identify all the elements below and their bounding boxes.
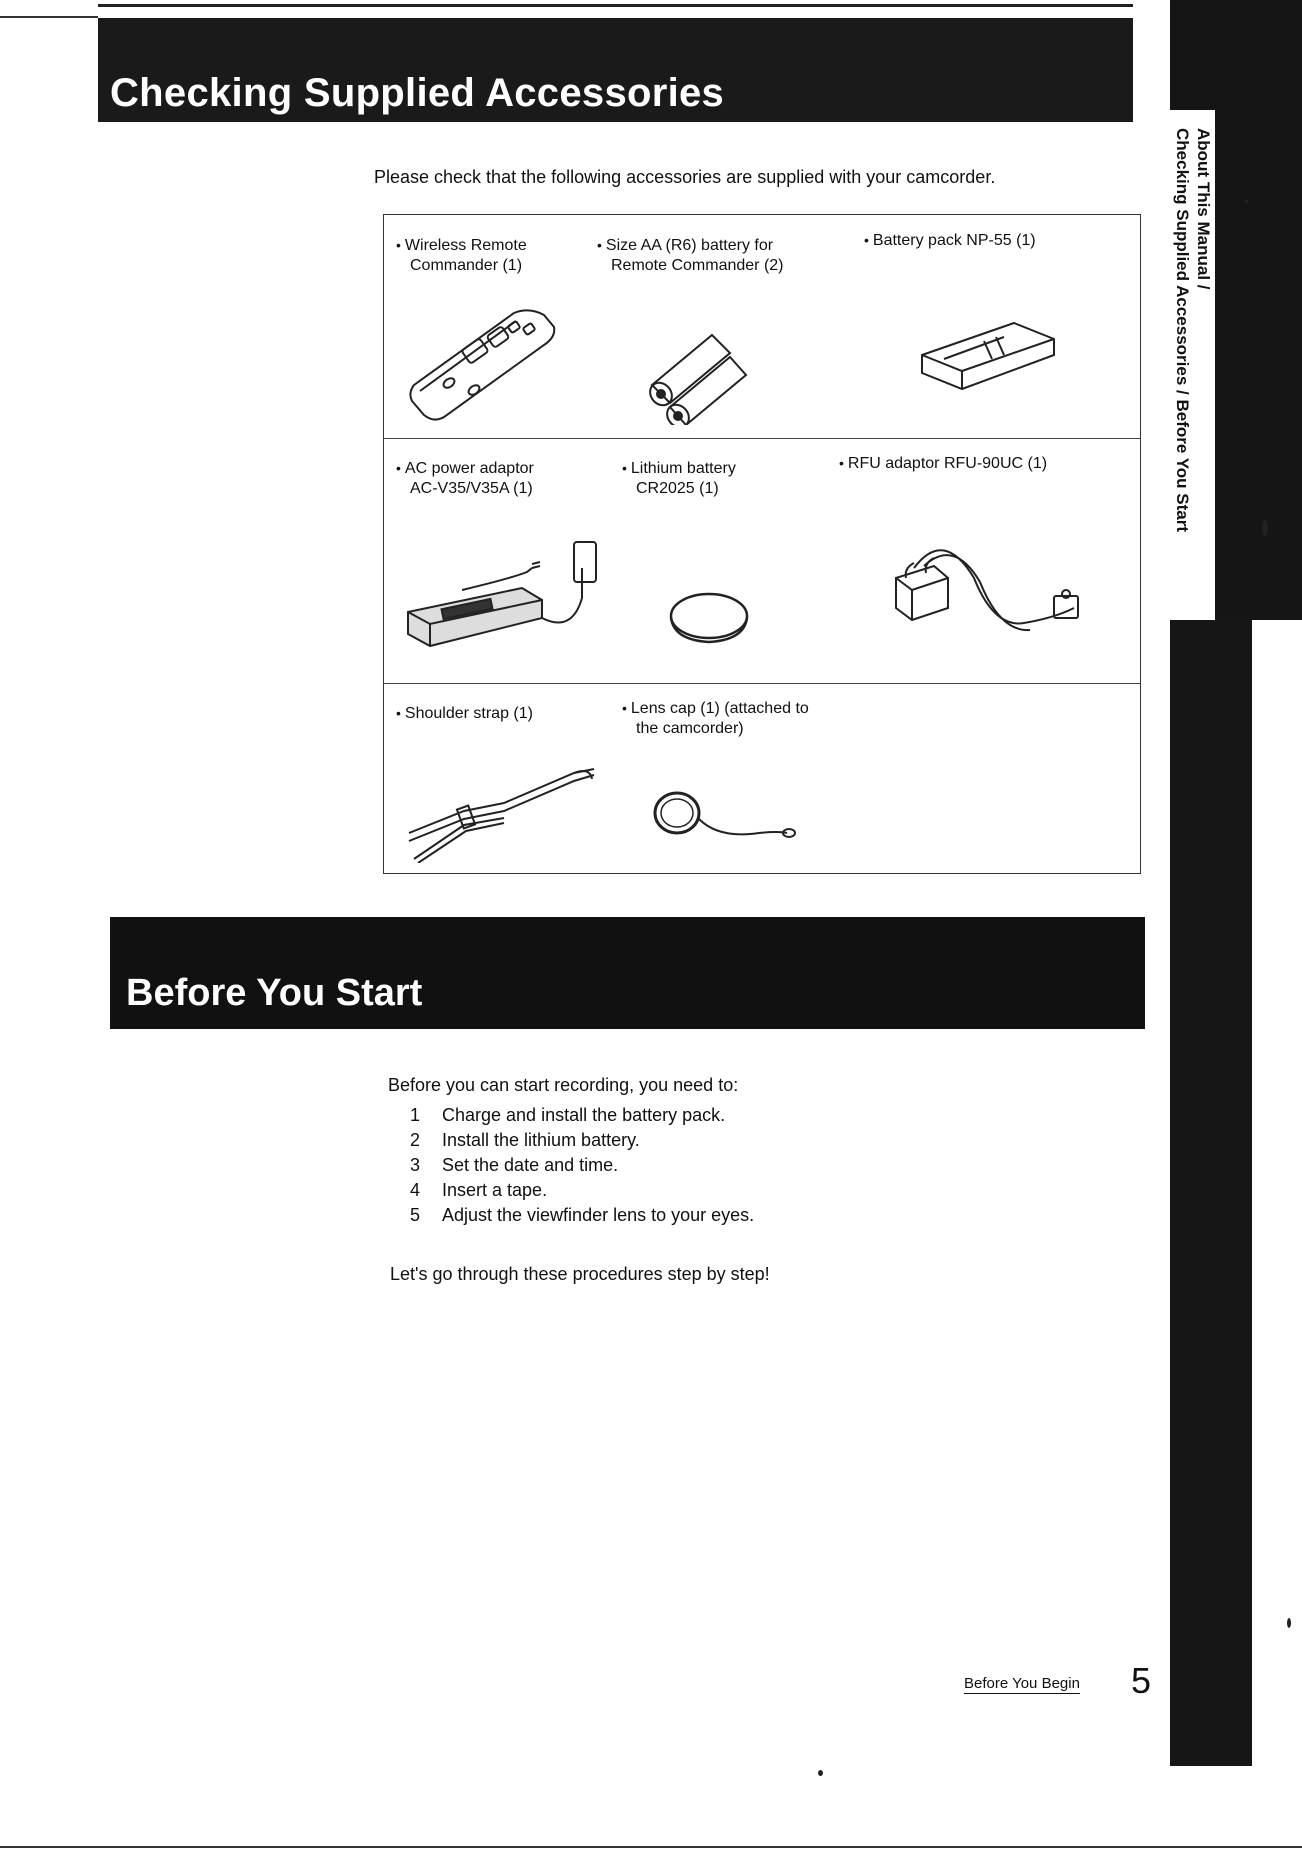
bottom-rule <box>0 1846 1302 1848</box>
accessory-item: • RFU adaptor RFU-90UC (1) <box>839 455 1048 472</box>
before-start-outro: Let's go through these procedures step by step! <box>390 1264 770 1284</box>
accessories-row <box>384 215 1140 439</box>
chapter-thumb-tab-text <box>1172 128 1214 532</box>
accessory-name: Shoulder strap (1) <box>404 705 533 722</box>
page-number: 5 <box>1131 1660 1152 1701</box>
accessory-item: • Size AA (R6) battery for Remote Commander (2) <box>597 237 784 274</box>
lithium-battery-icon <box>664 588 754 648</box>
accessory-item: • Battery pack NP-55 (1) <box>864 232 1036 249</box>
accessory-qty: AC-V35/V35A (1) <box>410 480 533 497</box>
accessory-name: Battery pack NP-55 (1) <box>872 232 1036 249</box>
accessory-item: • AC power adaptor AC-V35/V35A (1) <box>396 460 534 497</box>
setup-steps-list <box>410 1103 754 1228</box>
setup-step: 1 Charge and install the battery pack. <box>410 1105 726 1125</box>
accessory-name: AC power adaptor <box>404 460 534 477</box>
accessories-intro: Please check that the following accessories are supplied with your camcorder. <box>374 167 996 187</box>
accessory-qty: Commander (1) <box>410 257 523 274</box>
shoulder-strap-icon <box>404 763 604 863</box>
top-rule <box>98 4 1133 7</box>
battery-pack-icon <box>914 315 1064 405</box>
section-title: Before You Start <box>126 972 423 1014</box>
setup-step: 4 Insert a tape. <box>410 1180 548 1200</box>
thumb-tab-line2: Checking Supplied Accessories / Before You Start <box>1173 128 1192 533</box>
left-edge-mark <box>0 16 98 18</box>
accessory-qty: CR2025 (1) <box>636 480 719 497</box>
accessory-item: • Wireless Remote Commander (1) <box>396 237 527 274</box>
before-start-intro: Before you can start recording, you need to: <box>388 1075 739 1095</box>
accessory-name: Lens cap (1) (attached to <box>630 700 809 717</box>
rfu-adaptor-icon <box>884 538 1094 658</box>
accessory-name: Size AA (R6) battery for <box>605 237 774 254</box>
accessory-item: • Shoulder strap (1) <box>396 705 533 722</box>
accessory-name: Wireless Remote <box>404 237 527 254</box>
scan-speck <box>1287 1618 1291 1628</box>
setup-step: 2 Install the lithium battery. <box>410 1130 640 1150</box>
thumb-tab-line1: About This Manual / <box>1194 128 1213 290</box>
section-header-before-you-start <box>110 917 1145 1029</box>
setup-step: 3 Set the date and time. <box>410 1155 619 1175</box>
accessory-qty: the camcorder) <box>636 720 744 737</box>
accessory-name: Lithium battery <box>630 460 736 477</box>
section-title: Checking Supplied Accessories <box>110 71 725 115</box>
aa-batteries-icon <box>642 325 762 425</box>
accessory-item: • Lens cap (1) (attached to the camcorder) <box>622 700 809 737</box>
remote-commander-icon <box>404 305 564 425</box>
setup-step: 5 Adjust the viewfinder lens to your eyes. <box>410 1205 755 1225</box>
ac-adaptor-icon <box>402 538 612 658</box>
scan-speck <box>1245 200 1248 203</box>
accessories-row <box>384 683 1140 873</box>
accessory-item: • Lithium battery CR2025 (1) <box>622 460 736 497</box>
accessories-table <box>383 214 1141 874</box>
accessory-name: RFU adaptor RFU-90UC (1) <box>847 455 1048 472</box>
accessories-row <box>384 438 1140 684</box>
chapter-side-bar <box>1170 620 1252 1766</box>
scan-speck <box>1262 520 1268 536</box>
accessory-qty: Remote Commander (2) <box>611 257 784 274</box>
lens-cap-icon <box>649 783 799 853</box>
footer-section-label: Before You Begin <box>964 1675 1080 1692</box>
scan-speck <box>818 1770 823 1776</box>
section-header-accessories <box>98 18 1133 122</box>
